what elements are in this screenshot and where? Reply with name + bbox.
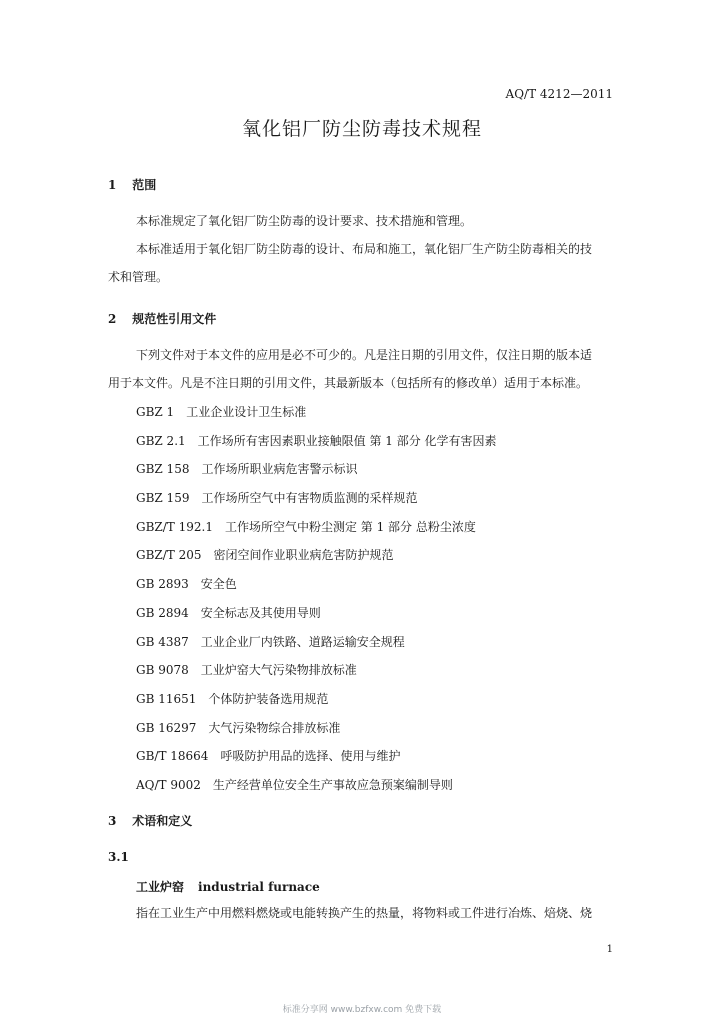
term-number: 3.1 xyxy=(108,850,129,864)
reference-name: 安全标志及其使用导则 xyxy=(200,605,321,620)
reference-code: GBZ 158 xyxy=(136,462,190,477)
section-1-para-2 xyxy=(108,235,616,291)
reference-name: 工作场所有害因素职业接触限值 第 1 部分 化学有害因素 xyxy=(197,433,497,448)
reference-item xyxy=(136,742,497,771)
reference-name: 工作场所职业病危害警示标识 xyxy=(201,462,358,477)
section-1-heading xyxy=(108,176,156,193)
reference-item xyxy=(136,427,497,456)
reference-item xyxy=(136,599,497,628)
reference-item xyxy=(136,714,497,743)
reference-code: GB 9078 xyxy=(136,663,189,678)
section-title: 规范性引用文件 xyxy=(132,312,217,326)
reference-name: 工业企业设计卫生标准 xyxy=(186,405,307,419)
section-2-heading xyxy=(108,310,216,327)
reference-item xyxy=(136,570,497,599)
section-title: 术语和定义 xyxy=(132,814,193,828)
section-3-heading xyxy=(108,812,192,829)
reference-code: GB 16297 xyxy=(136,720,197,735)
reference-name: 呼吸防护用品的选择、使用与维护 xyxy=(220,749,401,764)
term-heading xyxy=(136,878,320,895)
section-number: 1 xyxy=(108,178,117,192)
doc-code: AQ/T 4212—2011 xyxy=(505,87,613,101)
reference-item xyxy=(136,541,497,570)
reference-code: GBZ/T 205 xyxy=(136,548,202,563)
reference-item xyxy=(136,685,497,714)
reference-name: 安全色 xyxy=(200,577,237,592)
document-title: 氧化铝厂防尘防毒技术规程 xyxy=(241,118,482,140)
reference-name: 密闭空间作业职业病危害防护规范 xyxy=(213,548,394,563)
reference-code: GB/T 18664 xyxy=(136,749,209,764)
paragraph-line: 本标准适用于氧化铝厂防尘防毒的设计、布局和施工，氧化铝厂生产防尘防毒相关的技 xyxy=(136,242,593,256)
page-number: 1 xyxy=(606,944,613,955)
reference-name: 大气污染物综合排放标准 xyxy=(208,720,341,735)
reference-code: GB 2894 xyxy=(136,605,189,620)
reference-name: 工业企业厂内铁路、道路运输安全规程 xyxy=(200,634,405,649)
reference-item xyxy=(136,628,497,657)
reference-code: GB 11651 xyxy=(136,691,197,706)
paragraph-line: 本标准规定了氧化铝厂防尘防毒的设计要求、技术措施和管理。 xyxy=(136,214,473,228)
reference-code: GB 4387 xyxy=(136,634,189,649)
normative-references-list xyxy=(136,398,497,800)
reference-item xyxy=(136,513,497,542)
reference-code: GBZ 2.1 xyxy=(136,433,186,448)
paragraph-line: 下列文件对于本文件的应用是必不可少的。凡是注日期的引用文件，仅注日期的版本适 xyxy=(136,348,593,362)
reference-code: GB 2893 xyxy=(136,577,189,592)
term-english: industrial furnace xyxy=(198,880,320,894)
paragraph-line: 用于本文件。凡是不注日期的引用文件，其最新版本（包括所有的修改单）适用于本标准。 xyxy=(108,376,589,390)
section-number: 3 xyxy=(108,814,117,828)
reference-name: 工作场所空气中粉尘测定 第 1 部分 总粉尘浓度 xyxy=(224,519,476,534)
reference-code: GBZ 1 xyxy=(136,405,175,419)
paragraph-line: 术和管理。 xyxy=(108,270,169,284)
section-number: 2 xyxy=(108,312,117,326)
reference-item xyxy=(136,656,497,685)
reference-code: GBZ 159 xyxy=(136,491,190,506)
reference-item xyxy=(136,398,497,427)
reference-item xyxy=(136,484,497,513)
reference-name: 工作场所空气中有害物质监测的采样规范 xyxy=(201,491,418,506)
section-1-para-1 xyxy=(108,207,616,235)
section-2-intro xyxy=(108,341,616,397)
term-definition: 指在工业生产中用燃料燃烧或电能转换产生的热量，将物料或工件进行冶炼、焙烧、烧 xyxy=(136,906,593,920)
reference-name: 个体防护装备选用规范 xyxy=(208,691,329,706)
section-title: 范围 xyxy=(132,178,157,192)
reference-item xyxy=(136,455,497,484)
reference-item xyxy=(136,771,497,800)
reference-code: GBZ/T 192.1 xyxy=(136,519,213,534)
reference-name: 工业炉窑大气污染物排放标准 xyxy=(200,663,357,678)
watermark: 标准分享网 www.bzfxw.com 免费下载 xyxy=(282,1005,442,1015)
reference-code: AQ/T 9002 xyxy=(136,777,201,792)
term-chinese: 工业炉窑 xyxy=(136,880,185,894)
reference-name: 生产经营单位安全生产事故应急预案编制导则 xyxy=(212,777,453,792)
